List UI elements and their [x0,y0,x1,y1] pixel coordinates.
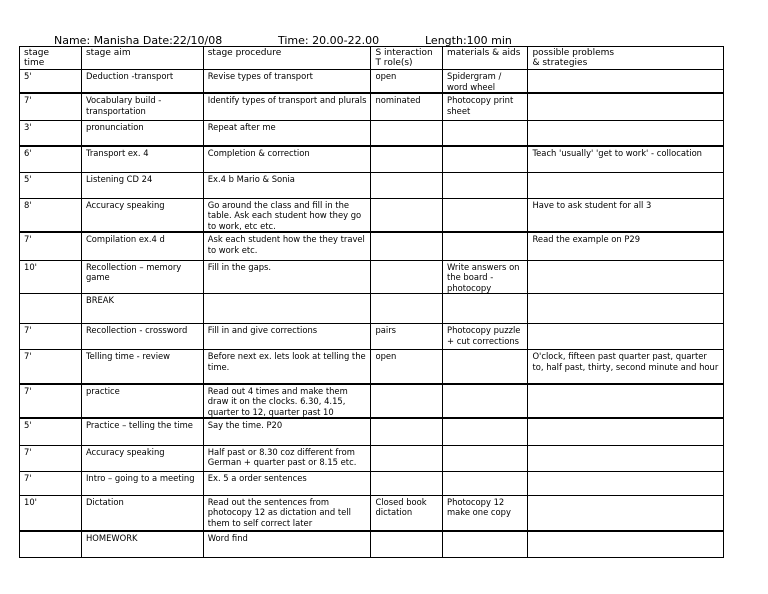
interaction-cell: pairs [371,324,443,350]
materials-cell [443,198,528,232]
stage-procedure-cell: Before next ex. lets look at telling the time. [203,350,371,384]
stage-time-cell: 6' [20,146,82,172]
table-row [20,471,724,495]
stage-procedure-cell: Say the time. P20 [203,418,371,445]
stage-aim-cell: Listening CD 24 [81,172,203,198]
materials-cell: Photocopy puzzle + cut corrections [443,324,528,350]
problems-cell [528,471,724,495]
stage-time-cell: 7' [20,324,82,350]
problems-cell [528,70,724,94]
stage-time-cell: 7' [20,93,82,120]
table-row [20,324,724,350]
lesson-plan-table [19,46,724,558]
header-length: Length:100 min [425,34,512,47]
stage-aim-cell: Transport ex. 4 [81,146,203,172]
materials-cell [443,146,528,172]
column-header-stage-aim: stage aim [81,47,203,70]
stage-aim-cell: Vocabulary build -transportation [81,93,203,120]
stage-procedure-cell: Read out 4 times and make them draw it on the clocks. 6.30, 4.15, quarter to 12, quarter past 10 [203,384,371,419]
column-header-problems: possible problems & strategies [528,47,724,70]
stage-aim-cell: Accuracy speaking [81,198,203,232]
column-header-interaction: S interaction T role(s) [371,47,443,70]
stage-time-cell: 5' [20,70,82,94]
materials-cell [443,350,528,384]
stage-aim-cell: Recollection - crossword [81,324,203,350]
stage-aim-cell: BREAK [81,294,203,324]
stage-procedure-cell: Repeat after me [203,120,371,146]
stage-procedure-cell: Identify types of transport and plurals [203,93,371,120]
stage-procedure-cell: Ex.4 b Mario & Sonia [203,172,371,198]
interaction-cell [371,471,443,495]
problems-cell [528,172,724,198]
stage-procedure-cell: Revise types of transport [203,70,371,94]
stage-aim-cell: pronunciation [81,120,203,146]
stage-procedure-cell [203,294,371,324]
stage-time-cell: 7' [20,445,82,471]
interaction-cell [371,172,443,198]
stage-aim-cell: Accuracy speaking [81,445,203,471]
interaction-cell [371,384,443,419]
stage-aim-cell: HOMEWORK [81,531,203,557]
materials-cell: Photocopy print sheet [443,93,528,120]
materials-cell: Write answers on the board - photocopy [443,260,528,294]
interaction-cell [371,445,443,471]
table-row [20,70,724,94]
header-time: Time: 20.00-22.00 [278,34,380,47]
problems-cell: Have to ask student for all 3 [528,198,724,232]
stage-time-cell: 10' [20,495,82,531]
table-row [20,93,724,120]
materials-cell [443,531,528,557]
stage-time-cell: 8' [20,198,82,232]
problems-cell [528,418,724,445]
stage-aim-cell: Practice – telling the time [81,418,203,445]
problems-cell [528,324,724,350]
interaction-cell [371,260,443,294]
stage-time-cell: 10' [20,260,82,294]
column-header-stage-procedure: stage procedure [203,47,371,70]
stage-time-cell: 5' [20,172,82,198]
materials-cell [443,418,528,445]
problems-cell [528,384,724,419]
stage-procedure-cell: Fill in the gaps. [203,260,371,294]
stage-time-cell: 7' [20,232,82,260]
problems-cell [528,445,724,471]
table-row [20,232,724,260]
stage-aim-cell: practice [81,384,203,419]
stage-procedure-cell: Go around the class and fill in the table. Ask each student how they go to work, etc etc. [203,198,371,232]
table-row [20,350,724,384]
problems-cell [528,531,724,557]
interaction-cell [371,294,443,324]
problems-cell [528,93,724,120]
table-row [20,198,724,232]
problems-cell: O'clock, fifteen past quarter past, quarter to, half past, thirty, second minute and hour [528,350,724,384]
problems-cell [528,120,724,146]
materials-cell: Spidergram / word wheel [443,70,528,94]
interaction-cell [371,120,443,146]
interaction-cell [371,232,443,260]
stage-aim-cell: Recollection – memory game [81,260,203,294]
materials-cell [443,232,528,260]
stage-aim-cell: Dictation [81,495,203,531]
stage-aim-cell: Deduction -transport [81,70,203,94]
interaction-cell [371,146,443,172]
interaction-cell [371,198,443,232]
interaction-cell: open [371,70,443,94]
table-row [20,120,724,146]
stage-time-cell: 7' [20,350,82,384]
column-header-materials: materials & aids [443,47,528,70]
stage-aim-cell: Intro – going to a meeting [81,471,203,495]
table-row [20,146,724,172]
stage-procedure-cell: Ex. 5 a order sentences [203,471,371,495]
stage-procedure-cell: Ask each student how the they travel to work etc. [203,232,371,260]
materials-cell [443,120,528,146]
table-row [20,260,724,294]
interaction-cell: nominated [371,93,443,120]
materials-cell: Photocopy 12 make one copy [443,495,528,531]
materials-cell [443,294,528,324]
table-row [20,172,724,198]
table-row [20,294,724,324]
interaction-cell [371,418,443,445]
stage-time-cell: 5' [20,418,82,445]
stage-aim-cell: Compilation ex.4 d [81,232,203,260]
interaction-cell: Closed book dictation [371,495,443,531]
table-row [20,531,724,557]
column-header-stage-time: stage time [20,47,82,70]
stage-time-cell: 7' [20,471,82,495]
problems-cell: Read the example on P29 [528,232,724,260]
interaction-cell: open [371,350,443,384]
stage-time-cell [20,294,82,324]
stage-aim-cell: Telling time - review [81,350,203,384]
table-header-row [20,47,724,70]
stage-procedure-cell: Word find [203,531,371,557]
problems-cell [528,495,724,531]
stage-procedure-cell: Half past or 8.30 coz different from German + quarter past or 8.15 etc. [203,445,371,471]
stage-procedure-cell: Fill in and give corrections [203,324,371,350]
stage-time-cell: 7' [20,384,82,419]
stage-time-cell [20,531,82,557]
table-row [20,384,724,419]
stage-time-cell: 3' [20,120,82,146]
header-name-date: Name: Manisha Date:22/10/08 [54,34,223,47]
materials-cell [443,172,528,198]
materials-cell [443,445,528,471]
table-row [20,445,724,471]
interaction-cell [371,531,443,557]
table-row [20,495,724,531]
materials-cell [443,384,528,419]
problems-cell [528,260,724,294]
stage-procedure-cell: Read out the sentences from photocopy 12 as dictation and tell them to self correct later [203,495,371,531]
table-row [20,418,724,445]
problems-cell [528,294,724,324]
stage-procedure-cell: Completion & correction [203,146,371,172]
materials-cell [443,471,528,495]
problems-cell: Teach 'usually' 'get to work' - collocation [528,146,724,172]
